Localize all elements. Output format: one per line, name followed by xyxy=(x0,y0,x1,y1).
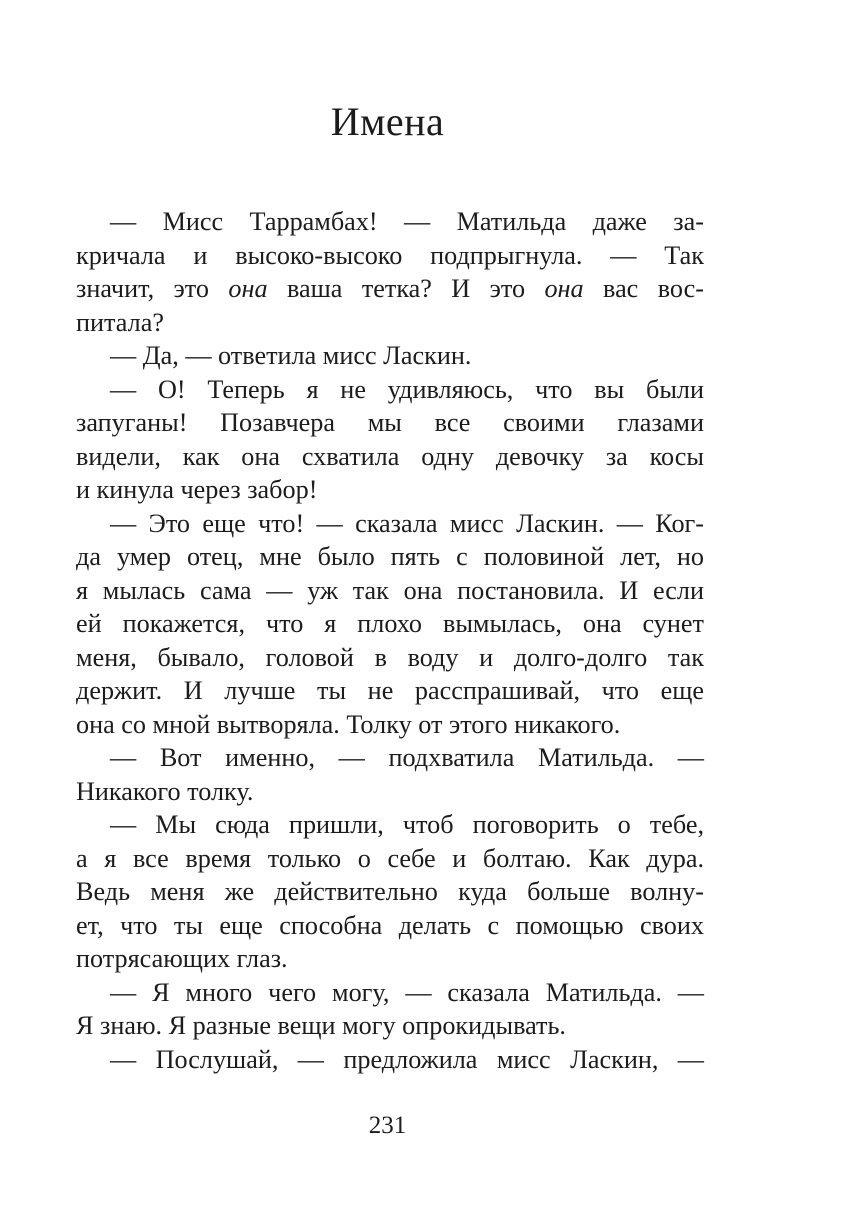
text-line: питала? xyxy=(76,307,164,337)
text-line: — Мисс Таррамбах! — Матильда даже за- xyxy=(110,207,704,236)
text-run: вас вос- xyxy=(583,274,704,303)
text-line: Ведь меня же действительно куда больше волну- xyxy=(76,877,704,906)
text-line: кричала и высоко-высоко подпрыгнула. — Так xyxy=(76,240,704,270)
chapter-title: Имена xyxy=(330,99,445,144)
text-line: ей покажется, что я плохо вымылась, она сунет xyxy=(76,609,704,638)
text-line: меня, бывало, головой в воду и долго-долго так xyxy=(76,642,704,672)
text-line: ет, что ты еще способна делать с помощью своих xyxy=(76,910,704,940)
text-line: видели, как она схватила одну девочку за косы xyxy=(76,441,704,471)
text-line: я мылась сама — уж так она постановила. И если xyxy=(76,575,704,605)
italic-word: она xyxy=(228,274,268,303)
text-line: — Я много чего могу, — сказала Матильда. — xyxy=(110,977,704,1007)
text-line: да умер отец, мне было пять с половиной лет, но xyxy=(76,542,704,571)
body-text xyxy=(76,205,704,1076)
text-line: — Вот именно, — подхватила Матильда. — xyxy=(110,743,704,772)
page-number: 231 xyxy=(368,1112,407,1139)
text-line: она со мной вытворяла. Толку от этого никакого. xyxy=(76,709,621,739)
text-line: — Мы сюда пришли, чтоб поговорить о тебе, xyxy=(110,810,704,839)
text-line: — Послушай, — предложила мисс Ласкин, — xyxy=(110,1044,704,1074)
text-line xyxy=(76,272,704,306)
text-line: Я знаю. Я разные вещи могу опрокидывать. xyxy=(76,1011,566,1040)
text-line: а я все время только о себе и болтаю. Как дура. xyxy=(76,843,704,873)
text-run: значит, это xyxy=(76,274,229,303)
text-line: Никакого толку. xyxy=(76,776,254,806)
text-line: — Это еще что! — сказала мисс Ласкин. — Ког- xyxy=(110,508,704,538)
text-line: запуганы! Позавчера мы все своими глазами xyxy=(76,408,704,437)
text-line: — О! Теперь я не удивляюсь, что вы были xyxy=(110,374,704,404)
text-line: потрясающих глаз. xyxy=(76,944,288,973)
text-line: держит. И лучше ты не расспрашивай, что еще xyxy=(76,676,704,705)
italic-word: она xyxy=(544,274,584,303)
text-line: — Да, — ответила мисс Ласкин. xyxy=(110,341,472,370)
text-line: и кинула через забор! xyxy=(76,475,318,504)
text-run: ваша тетка? И это xyxy=(267,274,545,303)
